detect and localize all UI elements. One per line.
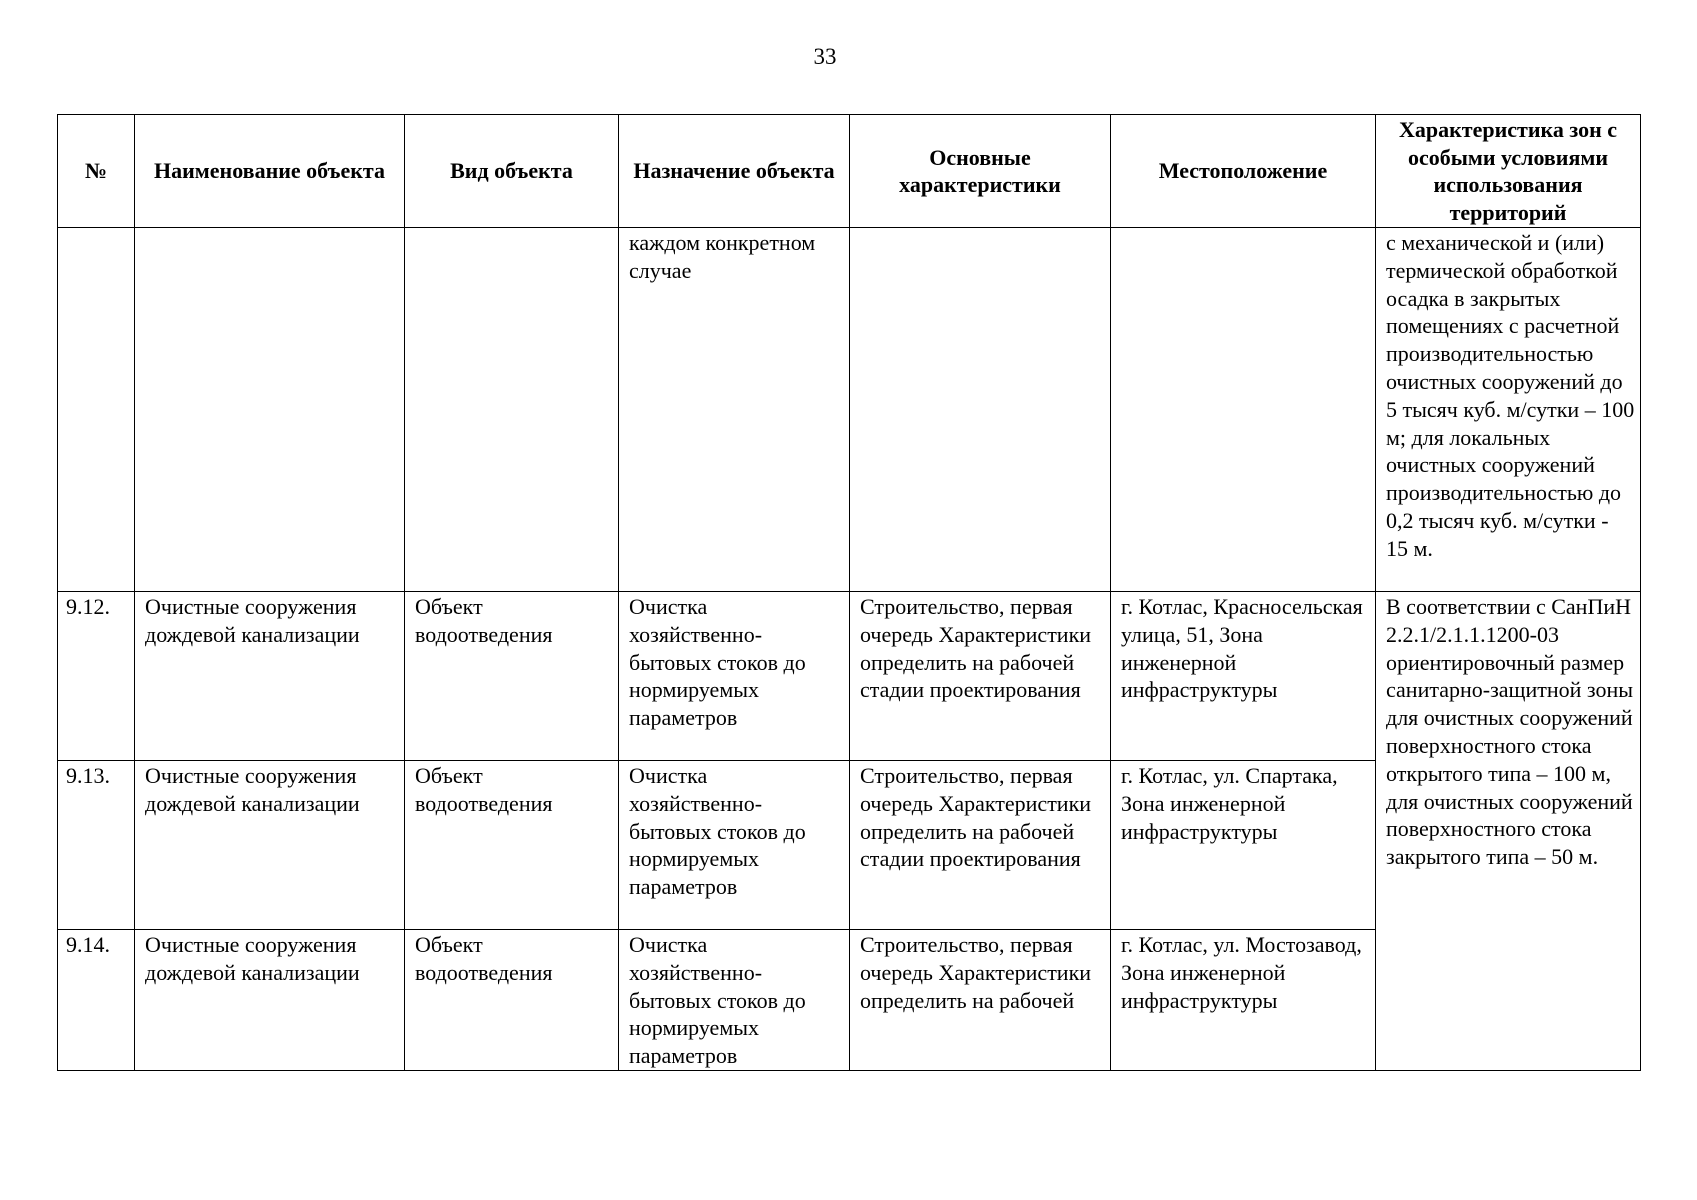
- cell-location: г. Котлас, Красносельская улица, 51, Зона инженерной инфраструктуры: [1111, 592, 1376, 761]
- cell-type: [405, 228, 619, 592]
- cell-name: Очистные сооружения дождевой канализации: [135, 930, 405, 1071]
- cell-purpose: Очистка хозяйственно-бытовых стоков до нормируемых параметров: [619, 930, 850, 1071]
- cell-number: 9.13.: [58, 761, 135, 930]
- cell-purpose: Очистка хозяйственно-бытовых стоков до нормируемых параметров: [619, 761, 850, 930]
- header-object-purpose: Назначение объекта: [619, 115, 850, 228]
- header-main-characteristics: Основные характеристики: [850, 115, 1111, 228]
- objects-table: [57, 114, 1641, 1071]
- cell-zone-shared: В соответствии с СанПиН 2.2.1/2.1.1.1200-03 ориентировочный размер санитарно-защитной зоны для очистных сооружений поверхностного стока открытого типа – 100 м, для очистных сооружений поверхностного стока закрытого типа – 50 м.: [1376, 592, 1641, 1071]
- header-object-type: Вид объекта: [405, 115, 619, 228]
- table-header-row: [58, 115, 1641, 228]
- cell-type: Объект водоотведения: [405, 930, 619, 1071]
- cell-number: [58, 228, 135, 592]
- table-row-continuation: [58, 228, 1641, 592]
- cell-type: Объект водоотведения: [405, 592, 619, 761]
- cell-type: Объект водоотведения: [405, 761, 619, 930]
- cell-characteristics: Строительство, первая очередь Характеристики определить на рабочей стадии проектирования: [850, 592, 1111, 761]
- cell-name: [135, 228, 405, 592]
- cell-name: Очистные сооружения дождевой канализации: [135, 761, 405, 930]
- cell-number: 9.12.: [58, 592, 135, 761]
- header-object-name: Наименование объекта: [135, 115, 405, 228]
- cell-characteristics: Строительство, первая очередь Характеристики определить на рабочей: [850, 930, 1111, 1071]
- table-row: [58, 592, 1641, 761]
- cell-location: г. Котлас, ул. Мостозавод, Зона инженерной инфраструктуры: [1111, 930, 1376, 1071]
- page-number: 33: [813, 44, 837, 69]
- cell-purpose: Очистка хозяйственно-бытовых стоков до нормируемых параметров: [619, 592, 850, 761]
- header-location: Местоположение: [1111, 115, 1376, 228]
- cell-name: Очистные сооружения дождевой канализации: [135, 592, 405, 761]
- cell-location: [1111, 228, 1376, 592]
- header-zone-characteristics: Характеристика зон с особыми условиями использования территорий: [1376, 115, 1641, 228]
- cell-characteristics: Строительство, первая очередь Характеристики определить на рабочей стадии проектирования: [850, 761, 1111, 930]
- cell-number: 9.14.: [58, 930, 135, 1071]
- cell-zone: с механической и (или) термической обработкой осадка в закрытых помещениях с расчетной производительностью очистных сооружений до 5 тысяч куб. м/сутки – 100 м; для локальных очистных сооружений производительностью до 0,2 тысяч куб. м/сутки - 15 м.: [1376, 228, 1641, 592]
- cell-location: г. Котлас, ул. Спартака, Зона инженерной инфраструктуры: [1111, 761, 1376, 930]
- cell-characteristics: [850, 228, 1111, 592]
- cell-purpose: каждом конкретном случае: [619, 228, 850, 592]
- header-number: №: [58, 115, 135, 228]
